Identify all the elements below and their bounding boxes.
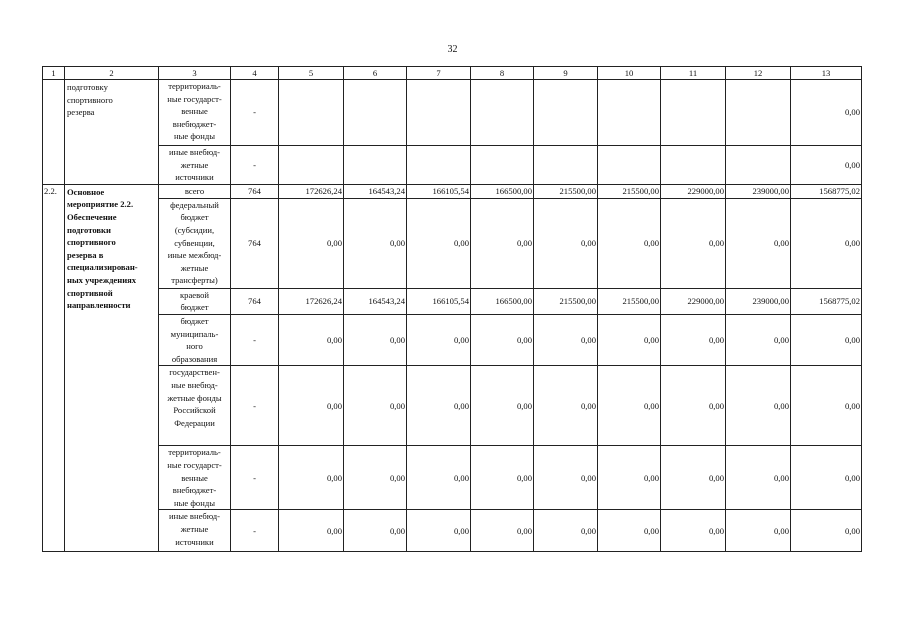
total-value-cell: 0,00 [791, 314, 862, 365]
year-value-cell: 166105,54 [407, 184, 471, 198]
column-number-header: 9 [534, 67, 598, 80]
year-value-cell: 172626,24 [279, 184, 344, 198]
column-number-header: 3 [159, 67, 231, 80]
column-number-header: 5 [279, 67, 344, 80]
year-value-cell: 0,00 [407, 198, 471, 288]
year-value-cell: 0,00 [534, 198, 598, 288]
year-value-cell: 0,00 [279, 446, 344, 510]
year-value-cell: 0,00 [598, 314, 661, 365]
table-row [43, 146, 862, 185]
table-row [43, 288, 862, 314]
column-number-header: 2 [65, 67, 159, 80]
column-number-header: 11 [661, 67, 726, 80]
total-value-cell: 1568775,02 [791, 288, 862, 314]
total-value-cell: 0,00 [791, 366, 862, 446]
row-number-cell: 2.2. [43, 184, 65, 552]
year-value-cell: 0,00 [661, 198, 726, 288]
empty-value-cell [726, 80, 791, 146]
funding-source-cell: иные внебюд- жетные источники [159, 146, 231, 185]
budget-code-cell: - [231, 446, 279, 510]
table-row [43, 366, 862, 446]
year-value-cell: 0,00 [726, 314, 791, 365]
table-row [43, 446, 862, 510]
total-value-cell: 0,00 [791, 146, 862, 185]
total-value-cell: 0,00 [791, 446, 862, 510]
column-number-header: 10 [598, 67, 661, 80]
year-value-cell: 0,00 [726, 446, 791, 510]
funding-source-cell: иные внебюд- жетные источники [159, 510, 231, 552]
funding-source-cell: краевой бюджет [159, 288, 231, 314]
year-value-cell: 229000,00 [661, 288, 726, 314]
column-number-header: 8 [471, 67, 534, 80]
total-value-cell: 0,00 [791, 510, 862, 552]
year-value-cell: 0,00 [407, 446, 471, 510]
year-value-cell: 0,00 [344, 366, 407, 446]
budget-code-cell: 764 [231, 184, 279, 198]
funding-source-cell: федеральный бюджет (субсидии, субвенции, иные межбюд- жетные трансферты) [159, 198, 231, 288]
budget-table [42, 66, 862, 552]
year-value-cell: 0,00 [598, 366, 661, 446]
year-value-cell: 0,00 [344, 510, 407, 552]
year-value-cell: 166105,54 [407, 288, 471, 314]
year-value-cell: 0,00 [534, 314, 598, 365]
empty-value-cell [344, 80, 407, 146]
budget-code-cell: - [231, 80, 279, 146]
total-value-cell: 0,00 [791, 80, 862, 146]
empty-value-cell [661, 80, 726, 146]
funding-source-cell: бюджет муниципаль- ного образования [159, 314, 231, 365]
measure-name-cell: подготовку спортивного резерва [65, 80, 159, 146]
year-value-cell: 166500,00 [471, 288, 534, 314]
funding-source-cell: территориаль- ные государст- венные внебюджет- ные фонды [159, 446, 231, 510]
column-number-header: 7 [407, 67, 471, 80]
year-value-cell: 0,00 [534, 366, 598, 446]
year-value-cell: 0,00 [471, 510, 534, 552]
table-row [43, 198, 862, 288]
year-value-cell: 0,00 [344, 198, 407, 288]
year-value-cell: 0,00 [534, 510, 598, 552]
empty-value-cell [407, 80, 471, 146]
funding-source-cell: территориаль- ные государст- венные внебюджет- ные фонды [159, 80, 231, 146]
empty-value-cell [279, 80, 344, 146]
year-value-cell: 0,00 [598, 446, 661, 510]
year-value-cell: 239000,00 [726, 288, 791, 314]
empty-value-cell [471, 80, 534, 146]
empty-value-cell [344, 146, 407, 185]
budget-code-cell: - [231, 510, 279, 552]
funding-source-cell: государствен- ные внебюд- жетные фонды Российской Федерации [159, 366, 231, 446]
budget-code-cell: - [231, 146, 279, 185]
year-value-cell: 0,00 [279, 314, 344, 365]
table-row [43, 510, 862, 552]
year-value-cell: 0,00 [726, 510, 791, 552]
year-value-cell: 229000,00 [661, 184, 726, 198]
year-value-cell: 239000,00 [726, 184, 791, 198]
year-value-cell: 0,00 [471, 314, 534, 365]
year-value-cell: 0,00 [279, 198, 344, 288]
column-number-header: 4 [231, 67, 279, 80]
year-value-cell: 0,00 [661, 366, 726, 446]
table-row [43, 184, 862, 198]
column-number-header: 1 [43, 67, 65, 80]
year-value-cell: 0,00 [471, 198, 534, 288]
budget-code-cell: 764 [231, 198, 279, 288]
row-number-cell [43, 80, 65, 146]
year-value-cell: 0,00 [661, 510, 726, 552]
budget-code-cell: 764 [231, 288, 279, 314]
column-number-header: 12 [726, 67, 791, 80]
column-number-row [43, 67, 862, 80]
total-value-cell: 0,00 [791, 198, 862, 288]
funding-source-cell: всего [159, 184, 231, 198]
table-row [43, 314, 862, 365]
page-number: 32 [447, 44, 458, 55]
year-value-cell: 0,00 [661, 314, 726, 365]
year-value-cell: 0,00 [344, 314, 407, 365]
year-value-cell: 166500,00 [471, 184, 534, 198]
year-value-cell: 0,00 [407, 314, 471, 365]
year-value-cell: 0,00 [534, 446, 598, 510]
year-value-cell: 215500,00 [598, 184, 661, 198]
year-value-cell: 0,00 [598, 198, 661, 288]
year-value-cell: 0,00 [471, 366, 534, 446]
column-number-header: 13 [791, 67, 862, 80]
total-value-cell: 1568775,02 [791, 184, 862, 198]
year-value-cell: 215500,00 [598, 288, 661, 314]
year-value-cell: 0,00 [279, 510, 344, 552]
year-value-cell: 0,00 [726, 198, 791, 288]
year-value-cell: 0,00 [726, 366, 791, 446]
column-number-header: 6 [344, 67, 407, 80]
measure-name-cell [65, 146, 159, 185]
empty-value-cell [471, 146, 534, 185]
empty-value-cell [407, 146, 471, 185]
empty-value-cell [534, 146, 598, 185]
empty-value-cell [726, 146, 791, 185]
year-value-cell: 0,00 [407, 366, 471, 446]
table-row [43, 80, 862, 146]
budget-code-cell: - [231, 314, 279, 365]
year-value-cell: 0,00 [344, 446, 407, 510]
year-value-cell: 0,00 [661, 446, 726, 510]
measure-name-cell: Основное мероприятие 2.2. Обеспечение подготовки спортивного резерва в специализирован- ных учреждениях спортивной направленности [65, 184, 159, 552]
budget-code-cell: - [231, 366, 279, 446]
empty-value-cell [598, 80, 661, 146]
year-value-cell: 0,00 [471, 446, 534, 510]
year-value-cell: 0,00 [598, 510, 661, 552]
year-value-cell: 172626,24 [279, 288, 344, 314]
empty-value-cell [661, 146, 726, 185]
empty-value-cell [279, 146, 344, 185]
year-value-cell: 0,00 [407, 510, 471, 552]
empty-value-cell [534, 80, 598, 146]
year-value-cell: 164543,24 [344, 184, 407, 198]
year-value-cell: 215500,00 [534, 288, 598, 314]
year-value-cell: 164543,24 [344, 288, 407, 314]
year-value-cell: 215500,00 [534, 184, 598, 198]
empty-value-cell [598, 146, 661, 185]
row-number-cell [43, 146, 65, 185]
year-value-cell: 0,00 [279, 366, 344, 446]
